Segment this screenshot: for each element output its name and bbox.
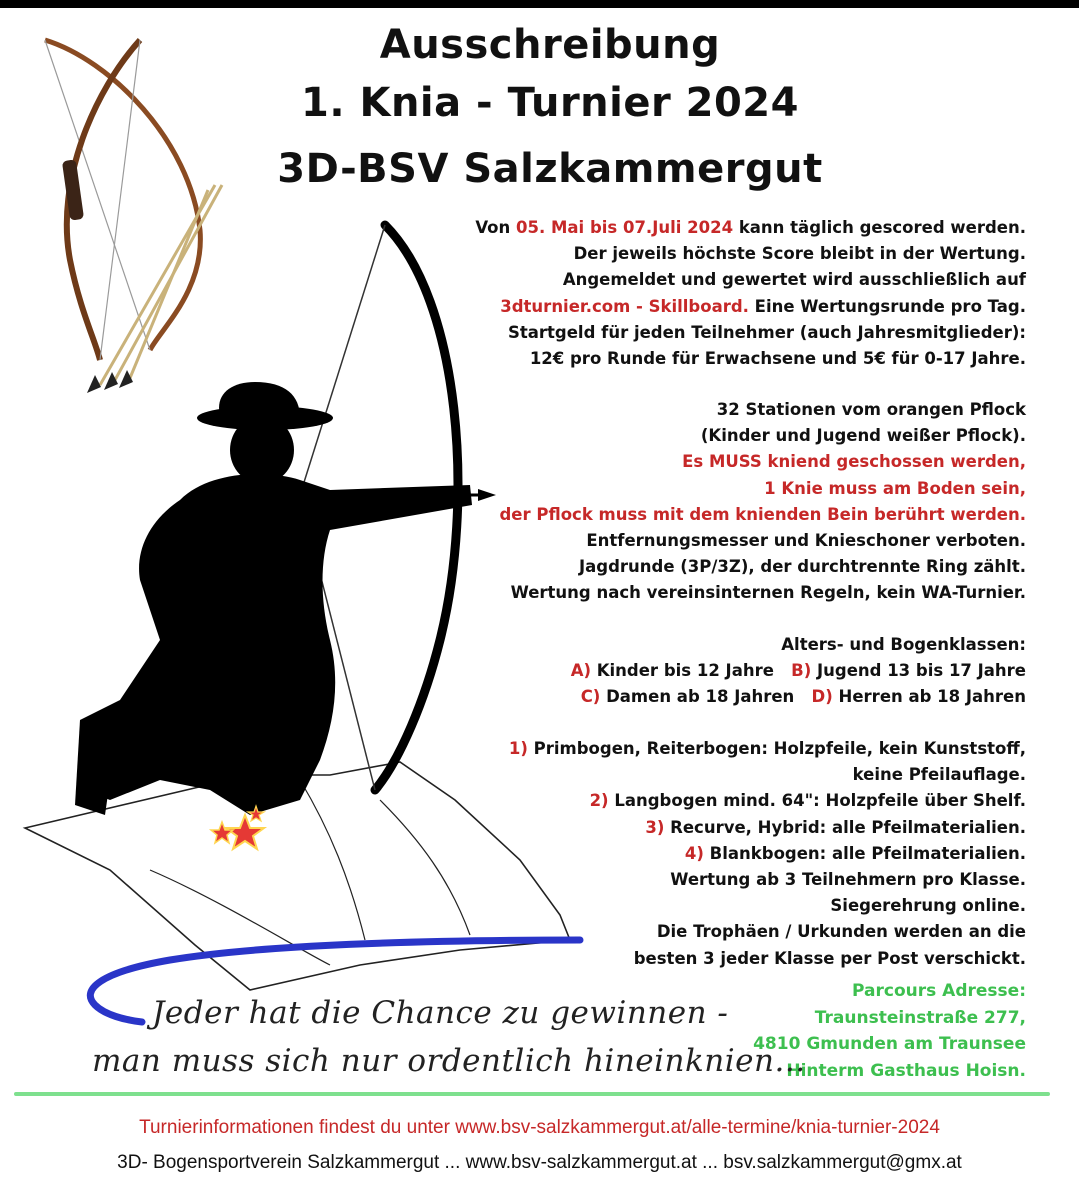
rule-highlight: der Pflock muss mit dem knienden Bein berührt werden. bbox=[499, 504, 1026, 524]
info-line: Wertung ab 3 Teilnehmern pro Klasse. bbox=[670, 870, 1026, 890]
crossed-bows-icon bbox=[45, 40, 222, 393]
info-block-bows bbox=[509, 736, 1026, 972]
info-line: (Kinder und Jugend weißer Pflock). bbox=[700, 426, 1026, 446]
bow-row bbox=[509, 815, 1026, 841]
bow-label: Primbogen, Reiterbogen: Holzpfeile, kein Kunststoff, bbox=[527, 739, 1026, 758]
skillboard-link[interactable]: 3dturnier.com - Skillboard. bbox=[500, 296, 749, 316]
address-note: Hinterm Gasthaus Hoisn. bbox=[786, 1060, 1026, 1081]
rule-highlight: 1 Knie muss am Boden sein, bbox=[764, 478, 1026, 498]
bow-key: 1) bbox=[508, 739, 528, 758]
info-block-rules bbox=[500, 397, 1027, 607]
info-line: 32 Stationen vom orangen Pflock bbox=[716, 400, 1026, 419]
info-line bbox=[475, 215, 1026, 241]
date-range: 05. Mai bis 07.Juli 2024 bbox=[516, 218, 734, 237]
info-line: Startgeld für jeden Teilnehmer (auch Jahresmitglieder): bbox=[508, 322, 1026, 342]
info-line bbox=[475, 294, 1026, 320]
text: Eine Wertungsrunde pro Tag. bbox=[748, 296, 1026, 316]
class-key: C) bbox=[580, 687, 601, 707]
page-title-line-2: 1. Knia - Turnier 2024 bbox=[301, 80, 799, 126]
class-label: Jugend 13 bis 17 Jahre bbox=[811, 661, 1026, 681]
bow-row: keine Pfeilauflage. bbox=[852, 765, 1026, 785]
class-label: Kinder bis 12 Jahre bbox=[591, 661, 774, 681]
info-line: Angemeldet und gewertet wird ausschließlich auf bbox=[562, 270, 1026, 290]
class-key: B) bbox=[791, 661, 812, 681]
bow-key: 3) bbox=[645, 817, 665, 837]
classes-row bbox=[571, 658, 1026, 684]
class-label: Damen ab 18 Jahren bbox=[600, 687, 795, 707]
info-block-classes bbox=[571, 632, 1026, 711]
info-line: Jagdrunde (3P/3Z), der durchtrennte Ring zählt. bbox=[578, 557, 1026, 577]
bow-key: 4) bbox=[684, 843, 704, 863]
address-city: 4810 Gmunden am Traunsee bbox=[753, 1034, 1026, 1054]
bow-label: Langbogen mind. 64": Holzpfeile über Shelf. bbox=[608, 791, 1026, 811]
classes-heading: Alters- und Bogenklassen: bbox=[781, 635, 1026, 654]
info-line: Siegerehrung online. bbox=[830, 896, 1026, 916]
text: Von bbox=[475, 218, 517, 237]
page-title-line-3: 3D-BSV Salzkammergut bbox=[277, 146, 823, 192]
footer-info-link[interactable]: Turnierinformationen findest du unter www.bsv-salzkammergut.at/alle-termine/knia-turnier-2024 bbox=[139, 1117, 940, 1138]
footer-contact: 3D- Bogensportverein Salzkammergut ... www.bsv-salzkammergut.at ... bsv.salzkammergut@gmx.at bbox=[117, 1152, 962, 1173]
bow-label: Recurve, Hybrid: alle Pfeilmaterialien. bbox=[664, 817, 1026, 837]
info-line: Wertung nach vereinsinternen Regeln, kein WA-Turnier. bbox=[510, 583, 1026, 603]
slogan-line-1: Jeder hat die Chance zu gewinnen - bbox=[152, 995, 729, 1031]
bow-key: 2) bbox=[589, 791, 609, 811]
info-line: Entfernungsmesser und Knieschoner verboten. bbox=[586, 531, 1026, 551]
divider bbox=[14, 1092, 1050, 1096]
stars-icon bbox=[211, 806, 264, 849]
bow-row bbox=[509, 841, 1026, 867]
class-label: Herren ab 18 Jahren bbox=[832, 687, 1026, 707]
class-key: A) bbox=[570, 661, 591, 681]
classes-row bbox=[571, 684, 1026, 710]
info-line: Der jeweils höchste Score bleibt in der Wertung. bbox=[573, 244, 1026, 264]
bow-row bbox=[509, 788, 1026, 814]
slogan-line-2: man muss sich nur ordentlich hineinknien... bbox=[92, 1043, 806, 1079]
rule-highlight: Es MUSS kniend geschossen werden, bbox=[682, 452, 1026, 472]
info-line: besten 3 jeder Klasse per Post verschickt. bbox=[633, 948, 1026, 968]
address-heading: Parcours Adresse: bbox=[852, 981, 1026, 1001]
archer-silhouette-icon bbox=[75, 382, 472, 815]
info-line: Die Trophäen / Urkunden werden an die bbox=[656, 922, 1026, 942]
info-line: 12€ pro Runde für Erwachsene und 5€ für 0-17 Jahre. bbox=[529, 349, 1026, 369]
bow-row bbox=[509, 736, 1026, 762]
class-key: D) bbox=[811, 687, 833, 707]
page-title-line-1: Ausschreibung bbox=[379, 22, 721, 68]
text: kann täglich gescored werden. bbox=[733, 218, 1026, 237]
address-street: Traunsteinstraße 277, bbox=[814, 1007, 1026, 1028]
bow-label: Blankbogen: alle Pfeilmaterialien. bbox=[703, 843, 1026, 863]
info-block-dates bbox=[475, 215, 1026, 372]
